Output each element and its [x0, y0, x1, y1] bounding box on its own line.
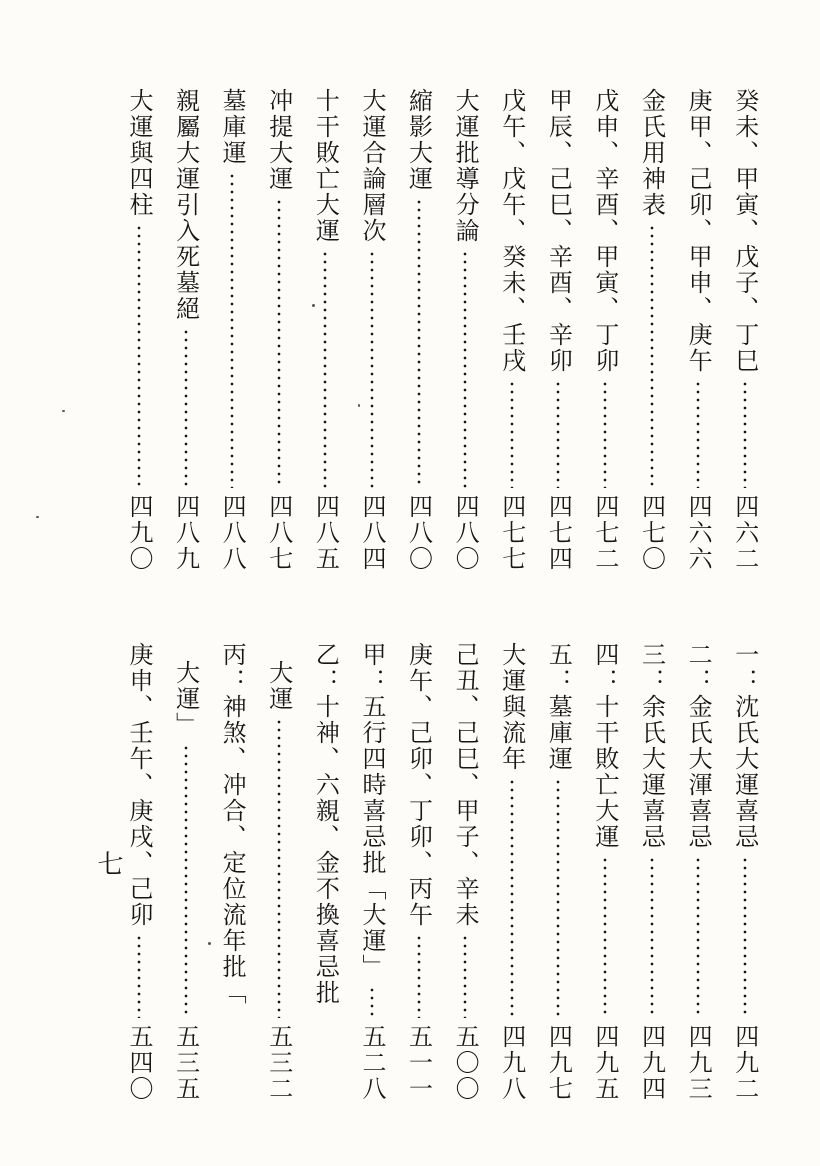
toc-entry-title: 大運合論層次	[357, 88, 386, 244]
toc-entry-title: 戊午、戊午、癸未、壬戌	[497, 88, 526, 374]
toc-entry	[162, 88, 209, 572]
toc-page-number: 四九三	[684, 1024, 713, 1102]
dot-leader	[603, 380, 607, 488]
dot-leader	[650, 224, 654, 488]
toc-entry-title: 大運批導分論	[451, 88, 480, 244]
dot-leader	[743, 856, 747, 1018]
toc-page-number: 四八四	[357, 494, 386, 572]
toc-page-number: 五〇〇	[451, 1024, 480, 1102]
toc-entry	[255, 88, 302, 572]
toc-entry-title: 甲辰、己巳、辛酉、辛卯	[544, 88, 573, 374]
dot-leader	[137, 224, 141, 488]
toc-entry	[349, 88, 396, 572]
toc-entry	[582, 642, 629, 1102]
toc-page-number: 四九〇	[124, 494, 153, 572]
toc-entry	[488, 642, 535, 1102]
dot-leader	[696, 856, 700, 1018]
toc-entry-title: 親屬大運引入死墓絕	[171, 88, 200, 322]
dot-leader	[556, 778, 560, 1018]
toc-page-number: 四八〇	[404, 494, 433, 572]
dot-leader	[137, 934, 141, 1018]
toc-page-number: 四九二	[730, 1024, 759, 1102]
dot-leader	[370, 986, 374, 1018]
toc-entry-title: 大運與四柱	[124, 88, 153, 218]
dot-leader	[510, 778, 514, 1018]
toc-entry-title: 冲提大運	[264, 88, 293, 192]
dot-leader	[463, 250, 467, 488]
dot-leader	[277, 198, 281, 488]
toc-entry-title: 戊申、辛酉、甲寅、丁卯	[590, 88, 619, 374]
toc-entry-title: 己丑、己巳、甲子、辛未	[451, 642, 480, 928]
toc-lower-block	[116, 642, 768, 1102]
toc-entry	[302, 642, 349, 1102]
dot-leader	[556, 380, 560, 488]
toc-entry	[442, 642, 489, 1102]
dot-leader	[510, 380, 514, 488]
toc-entry	[209, 642, 256, 1102]
toc-entry	[395, 642, 442, 1102]
toc-entry-title: 墓庫運	[218, 88, 247, 166]
toc-entry-title: 乙：十神、六親、金不換喜忌批	[311, 642, 340, 1006]
toc-entry	[116, 88, 163, 572]
dot-leader	[603, 856, 607, 1018]
toc-page-number: 五三二	[264, 1024, 293, 1102]
toc-upper-block	[116, 88, 768, 572]
toc-entry	[582, 88, 629, 572]
toc-entry	[675, 642, 722, 1102]
toc-entry	[302, 88, 349, 572]
toc-page-number: 五一一	[404, 1024, 433, 1102]
toc-entry	[162, 642, 209, 1102]
dot-leader	[184, 328, 188, 488]
toc-entry	[209, 88, 256, 572]
print-speck	[36, 516, 39, 518]
toc-page-number: 四六二	[730, 494, 759, 572]
toc-entry	[675, 88, 722, 572]
toc-page-number: 四七四	[544, 494, 573, 572]
toc-entry-title: 大運與流年	[497, 642, 526, 772]
toc-entry	[349, 642, 396, 1102]
toc-page-number: 五三五	[171, 1024, 200, 1102]
toc-entry-title: 大運」	[171, 660, 200, 738]
dot-leader	[230, 172, 234, 488]
dot-leader	[277, 718, 281, 1018]
toc-entry-title: 庚午、己卯、丁卯、丙午	[404, 642, 433, 928]
print-speck	[358, 404, 360, 407]
toc-entry	[628, 642, 675, 1102]
toc-page-number: 四九八	[497, 1024, 526, 1102]
toc-page-number: 四八五	[311, 494, 340, 572]
dot-leader	[650, 856, 654, 1018]
toc-page-number: 五二八	[357, 1024, 386, 1102]
toc-entry	[721, 88, 768, 572]
toc-entry	[255, 642, 302, 1102]
dot-leader	[323, 250, 327, 488]
dot-leader	[743, 380, 747, 488]
toc-entry-title: 一：沈氏大運喜忌	[730, 642, 759, 850]
toc-entry-title: 十干敗亡大運	[311, 88, 340, 244]
toc-entry-title: 四：十干敗亡大運	[590, 642, 619, 850]
dot-leader	[417, 198, 421, 488]
toc-entry	[535, 642, 582, 1102]
toc-page-number: 四七二	[590, 494, 619, 572]
dot-leader	[370, 250, 374, 488]
toc-entry	[488, 88, 535, 572]
toc-entry-title: 庚甲、己卯、甲申、庚午	[684, 88, 713, 374]
toc-page-number: 四七七	[497, 494, 526, 572]
toc-entry-title: 二：金氏大渾喜忌	[684, 642, 713, 850]
toc-page-number: 四八〇	[451, 494, 480, 572]
toc-entry-title: 甲：五行四時喜忌批「大運」	[357, 642, 386, 980]
toc-entry-title: 大運	[264, 660, 293, 712]
toc-entry	[535, 88, 582, 572]
toc-page-number: 四八九	[171, 494, 200, 572]
toc-page-number: 五四〇	[124, 1024, 153, 1102]
toc-page-number: 四九五	[590, 1024, 619, 1102]
print-speck	[312, 304, 315, 307]
dot-leader	[417, 934, 421, 1018]
toc-entry-title: 癸未、甲寅、戊子、丁巳	[730, 88, 759, 374]
toc-entry-title: 縮影大運	[404, 88, 433, 192]
dot-leader	[184, 744, 188, 1018]
toc-entry	[395, 88, 442, 572]
toc-page-number: 四九七	[544, 1024, 573, 1102]
toc-page-number: 四八八	[218, 494, 247, 572]
toc-page-number: 四九四	[637, 1024, 666, 1102]
toc-page-number: 四六六	[684, 494, 713, 572]
toc-entry	[721, 642, 768, 1102]
print-speck	[62, 410, 65, 412]
toc-page-number: 四八七	[264, 494, 293, 572]
dot-leader	[696, 380, 700, 488]
toc-entry-title: 三：余氏大運喜忌	[637, 642, 666, 850]
toc-entry-title: 金氏用神表	[637, 88, 666, 218]
toc-entry	[628, 88, 675, 572]
dot-leader	[463, 934, 467, 1018]
print-speck	[208, 942, 211, 945]
toc-entry-title: 庚申、壬午、庚戌、己卯	[124, 642, 153, 928]
toc-entry	[442, 88, 489, 572]
toc-page-number: 四七〇	[637, 494, 666, 572]
page-number: 七	[93, 850, 123, 876]
toc-entry-title: 五：墓庫運	[544, 642, 573, 772]
toc-entry-title: 丙：神煞、冲合、定位流年批「	[218, 642, 247, 1006]
